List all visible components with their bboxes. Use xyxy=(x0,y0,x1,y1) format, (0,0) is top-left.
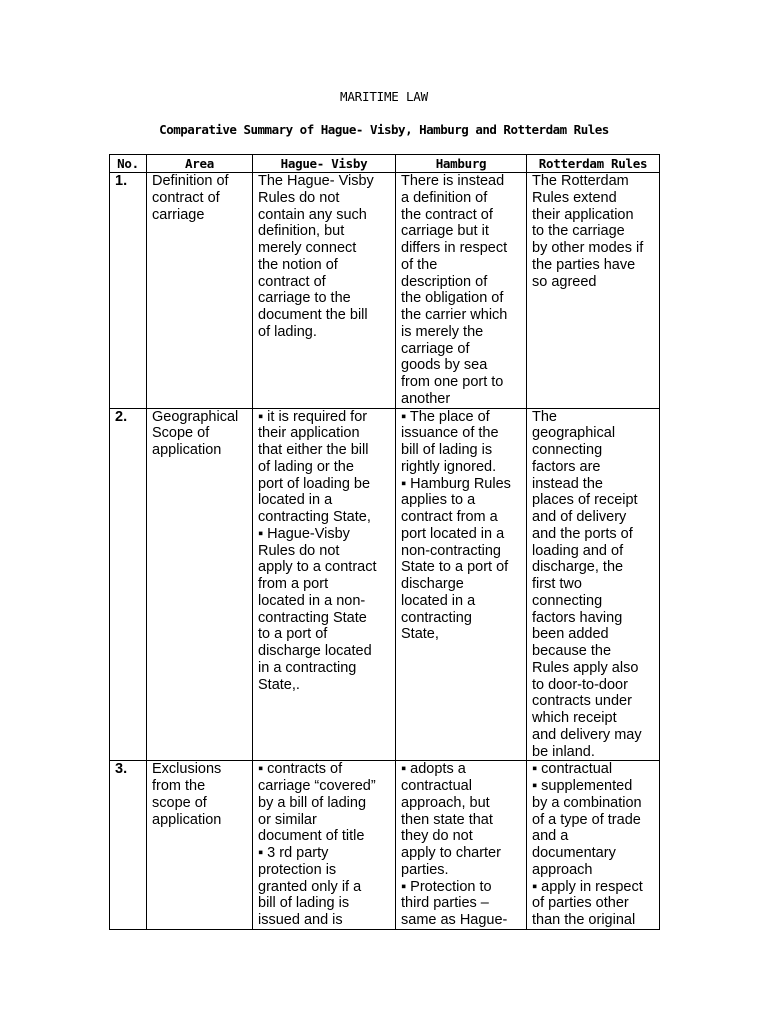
cell-text-line: of a type of trade xyxy=(532,811,641,828)
cell-text-line: by a combination xyxy=(532,794,642,811)
cell-text-line: The Rotterdam xyxy=(532,173,629,189)
cell-text-line: of lading or the xyxy=(258,458,354,475)
cell-text-line: Exclusions xyxy=(152,761,222,778)
cell-text-line: ▪ 3 rd party xyxy=(258,845,329,861)
cell-no: 2. xyxy=(110,408,147,761)
cell-area xyxy=(147,761,253,930)
cell-text-line: that either the bill xyxy=(258,442,369,458)
cell-text-line: State,. xyxy=(258,676,300,693)
cell-text-line: connecting xyxy=(532,442,603,458)
cell-text-line: definition, but xyxy=(258,223,345,240)
cell-text-line: third parties – xyxy=(401,895,489,912)
cell-text-line: by other modes if xyxy=(532,240,644,256)
cell-text-line: application xyxy=(152,442,222,458)
cell-text-line: bill of lading is xyxy=(258,895,350,912)
cell-text-line: factors are xyxy=(532,458,601,475)
cell-text-line: to door-to-door xyxy=(532,676,628,693)
cell-text-line: approach xyxy=(532,861,593,878)
cell-text-line: ▪ adopts a xyxy=(401,761,466,778)
cell-text-line: to a port of xyxy=(258,626,328,643)
header-area: Area xyxy=(147,155,253,173)
cell-text-line: their application xyxy=(258,425,360,442)
cell-text-line: by a bill of lading xyxy=(258,794,367,811)
cell-text-line: same as Hague- xyxy=(401,912,508,928)
cell-text-line: the parties have xyxy=(532,256,636,273)
cell-text-line: Definition of xyxy=(152,173,229,189)
cell-text-line: bill of lading is xyxy=(401,442,493,458)
cell-text-line: and delivery may xyxy=(532,726,642,743)
cell-hamburg xyxy=(396,173,527,409)
cell-text-line: ▪ contracts of xyxy=(258,761,343,778)
cell-text-line: contracting xyxy=(401,609,472,626)
cell-no: 1. xyxy=(110,173,147,409)
cell-text-line: ▪ Hague-Visby xyxy=(258,525,350,542)
cell-text-line: be inland. xyxy=(532,743,595,760)
cell-area xyxy=(147,173,253,409)
cell-hamburg xyxy=(396,408,527,761)
cell-text-line: contractual xyxy=(401,778,472,794)
cell-text-line: carriage to the xyxy=(258,290,351,307)
cell-text-line: ▪ Hamburg Rules xyxy=(401,475,511,492)
cell-text-line: application xyxy=(152,811,222,828)
cell-text-line: which receipt xyxy=(532,710,617,726)
cell-text-line: to the carriage xyxy=(532,223,625,240)
cell-text-line: ▪ Protection to xyxy=(401,878,492,895)
cell-text-line: contract of xyxy=(152,189,220,206)
cell-text-line: ▪ supplemented xyxy=(532,778,633,794)
cell-text-line: or similar xyxy=(258,811,317,828)
cell-text-line: from one port to xyxy=(401,374,504,390)
cell-text-line: places of receipt xyxy=(532,492,638,509)
table-row xyxy=(110,173,660,409)
header-hague-visby: Hague- Visby xyxy=(253,155,396,173)
cell-text-line: contracts under xyxy=(532,693,632,710)
cell-text-line: discharge, the xyxy=(532,559,624,576)
cell-text-line: contract from a xyxy=(401,509,498,525)
cell-text-line: Rules do not xyxy=(258,542,340,559)
cell-text-line: Rules extend xyxy=(532,189,617,206)
cell-text-line: connecting xyxy=(532,592,603,609)
cell-text-line: apply to charter xyxy=(401,845,501,861)
cell-text-line: from a port xyxy=(258,576,329,592)
cell-text-line: document the bill xyxy=(258,307,368,323)
cell-text-line: because the xyxy=(532,643,612,659)
cell-text-line: The Hague- Visby xyxy=(258,173,374,189)
cell-text-line: of parties other xyxy=(532,895,629,912)
cell-text-line: factors having xyxy=(532,609,623,626)
document-subtitle: Comparative Summary of Hague- Visby, Hamburg and Rotterdam Rules xyxy=(159,122,609,137)
cell-text-line: geographical xyxy=(532,425,616,442)
cell-text-line: The xyxy=(532,408,557,425)
cell-text-line: ▪ The place of xyxy=(401,408,490,425)
cell-text-line: and the ports of xyxy=(532,525,633,542)
cell-text-line: merely connect xyxy=(258,240,357,256)
cell-text-line: goods by sea xyxy=(401,357,488,374)
cell-text-line: and of delivery xyxy=(532,509,627,525)
cell-text-line: another xyxy=(401,390,451,407)
cell-text-line: State to a port of xyxy=(401,559,509,576)
cell-text-line: located in a xyxy=(258,492,333,509)
cell-text-line: carriage “covered” xyxy=(258,778,376,794)
cell-text-line: from the xyxy=(152,778,206,794)
cell-text-line: granted only if a xyxy=(258,878,362,895)
cell-text-line: State, xyxy=(401,626,439,643)
cell-text-line: ▪ it is required for xyxy=(258,408,368,425)
cell-text-line: located in a xyxy=(401,592,476,609)
cell-hamburg xyxy=(396,761,527,930)
cell-text-line: Rules apply also xyxy=(532,659,639,676)
comparison-table xyxy=(109,154,660,930)
header-rotterdam: Rotterdam Rules xyxy=(527,155,660,173)
cell-hague-visby xyxy=(253,408,396,761)
cell-text-line: There is instead xyxy=(401,173,505,189)
cell-text-line: carriage xyxy=(152,206,205,223)
cell-text-line: approach, but xyxy=(401,794,490,811)
table-body xyxy=(110,173,660,930)
cell-text-line: contain any such xyxy=(258,206,367,223)
cell-text-line: in a contracting xyxy=(258,659,357,676)
cell-text-line: the notion of xyxy=(258,256,338,273)
cell-text-line: of lading. xyxy=(258,323,317,340)
cell-text-line: the contract of xyxy=(401,206,493,223)
cell-text-line: loading and of xyxy=(532,542,624,559)
table-row xyxy=(110,761,660,930)
cell-text-line: instead the xyxy=(532,475,603,492)
cell-text-line: non-contracting xyxy=(401,542,501,559)
cell-rotterdam xyxy=(527,173,660,409)
header-no: No. xyxy=(110,155,147,173)
cell-text-line: ▪ contractual xyxy=(532,761,613,778)
cell-text-line: carriage of xyxy=(401,340,470,357)
cell-text-line: differs in respect xyxy=(401,240,508,256)
cell-text-line: contract of xyxy=(258,273,326,290)
cell-text-line: parties. xyxy=(401,861,449,878)
cell-text-line: the carrier which xyxy=(401,307,508,323)
cell-text-line: apply to a contract xyxy=(258,559,377,576)
cell-text-line: first two xyxy=(532,576,582,592)
header-hamburg: Hamburg xyxy=(396,155,527,173)
cell-text-line: a definition of xyxy=(401,189,488,206)
cell-text-line: Scope of xyxy=(152,425,210,442)
cell-hague-visby xyxy=(253,761,396,930)
cell-text-line: port located in a xyxy=(401,525,505,542)
cell-text-line: port of loading be xyxy=(258,475,371,492)
cell-hague-visby xyxy=(253,173,396,409)
cell-text-line: applies to a xyxy=(401,492,476,509)
cell-text-line: so agreed xyxy=(532,273,597,290)
cell-text-line: description of xyxy=(401,273,488,290)
document-title: MARITIME LAW xyxy=(340,89,428,104)
cell-text-line: located in a non- xyxy=(258,592,366,609)
cell-text-line: carriage but it xyxy=(401,223,489,240)
cell-rotterdam xyxy=(527,408,660,761)
cell-text-line: their application xyxy=(532,206,634,223)
cell-text-line: discharge located xyxy=(258,643,372,659)
cell-text-line: documentary xyxy=(532,845,616,861)
cell-text-line: of the xyxy=(401,256,438,273)
cell-text-line: protection is xyxy=(258,861,337,878)
cell-text-line: is merely the xyxy=(401,323,484,340)
cell-text-line: issued and is xyxy=(258,912,343,928)
cell-no: 3. xyxy=(110,761,147,930)
cell-text-line: document of title xyxy=(258,828,365,845)
cell-area xyxy=(147,408,253,761)
cell-text-line: than the original xyxy=(532,912,636,928)
table-row xyxy=(110,408,660,761)
table-header-row xyxy=(110,155,660,173)
cell-text-line: rightly ignored. xyxy=(401,458,497,475)
cell-text-line: Rules do not xyxy=(258,189,340,206)
cell-text-line: contracting State, xyxy=(258,509,371,525)
cell-text-line: been added xyxy=(532,626,609,643)
cell-rotterdam xyxy=(527,761,660,930)
cell-text-line: then state that xyxy=(401,811,493,828)
cell-text-line: and a xyxy=(532,828,569,845)
cell-text-line: Geographical xyxy=(152,408,239,425)
cell-text-line: issuance of the xyxy=(401,425,499,442)
cell-text-line: discharge xyxy=(401,576,464,592)
cell-text-line: contracting State xyxy=(258,609,367,626)
cell-text-line: they do not xyxy=(401,828,473,845)
cell-text-line: ▪ apply in respect xyxy=(532,878,643,895)
cell-text-line: the obligation of xyxy=(401,290,504,307)
cell-text-line: scope of xyxy=(152,794,207,811)
